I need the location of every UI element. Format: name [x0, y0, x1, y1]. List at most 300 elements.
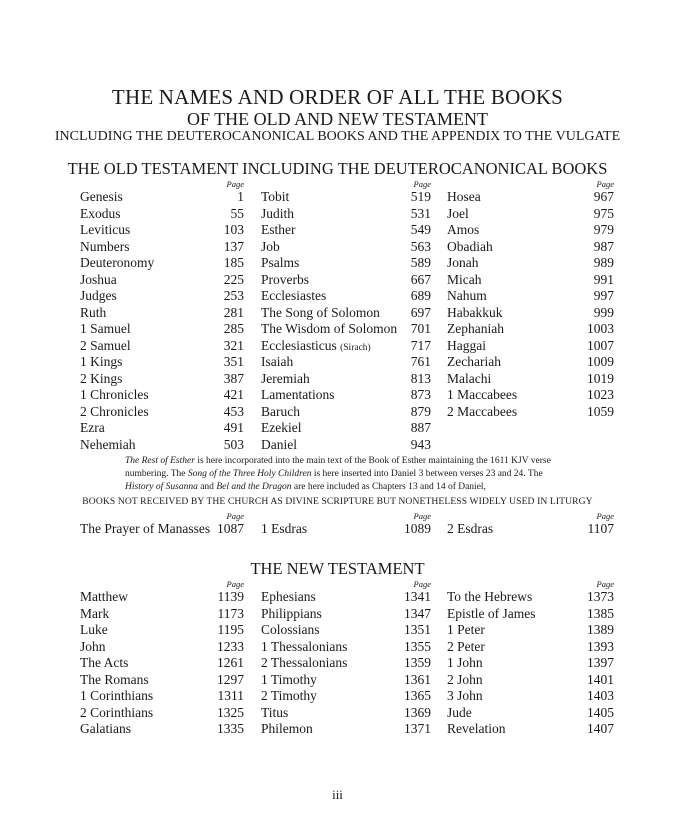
- book-entry: [261, 338, 431, 355]
- book-page-number: 285: [223, 321, 244, 336]
- book-title: 3 John: [447, 688, 483, 703]
- book-title: Revelation: [447, 721, 506, 736]
- book-entry: [447, 705, 614, 722]
- book-title: 1 Timothy: [261, 671, 317, 687]
- new-testament-column-1: [80, 579, 244, 738]
- book-title: Colossians: [261, 622, 320, 637]
- book-title: Leviticus: [80, 222, 131, 237]
- book-page-number: 1059: [587, 403, 614, 419]
- book-title: Judith: [261, 205, 295, 221]
- book-title: 2 Maccabees: [447, 403, 518, 419]
- book-name: [80, 338, 131, 355]
- book-title: 1 John: [447, 655, 483, 670]
- book-name: [261, 639, 347, 656]
- book-entry: [261, 255, 431, 272]
- book-title: Nahum: [447, 288, 487, 303]
- book-name: [447, 239, 493, 256]
- book-entry: [447, 255, 614, 272]
- book-title: Nehemiah: [80, 436, 136, 452]
- book-entry: [261, 688, 431, 705]
- book-page-number: 1139: [217, 589, 244, 604]
- book-name: [447, 688, 483, 705]
- book-title: The Song of Solomon: [261, 304, 380, 320]
- book-name: [261, 222, 296, 239]
- book-title: Philemon: [261, 721, 313, 736]
- book-entry: [80, 222, 244, 239]
- book-entry: [261, 721, 431, 738]
- book-entry: [447, 721, 614, 738]
- note-italic-4: Bel and the Dragon: [216, 482, 292, 492]
- book-page-number: 491: [223, 420, 244, 435]
- book-entry: [447, 206, 614, 223]
- book-title: Micah: [447, 271, 482, 287]
- page-column-label: Page: [413, 179, 431, 189]
- book-title: Luke: [80, 622, 108, 637]
- book-name: [80, 321, 131, 338]
- book-page-number: 1405: [587, 704, 614, 720]
- book-title: 2 Samuel: [80, 337, 131, 353]
- book-name: [447, 255, 479, 272]
- book-page-number: 589: [410, 255, 431, 270]
- book-title: Philippians: [261, 605, 322, 621]
- page-subtitle: OF THE OLD AND NEW TESTAMENT: [186, 109, 489, 129]
- book-title: Ezekiel: [261, 420, 302, 435]
- book-name: [80, 404, 149, 421]
- book-name: [261, 521, 307, 538]
- book-name: [261, 606, 322, 623]
- book-name: [447, 606, 535, 623]
- book-name: [80, 239, 130, 256]
- book-name: [80, 437, 135, 454]
- book-entry: [80, 688, 244, 705]
- book-title: 2 Peter: [447, 638, 485, 654]
- book-page-number: 987: [593, 238, 614, 254]
- book-name: [447, 387, 517, 404]
- book-entry: [80, 272, 244, 289]
- book-page-number: 1373: [587, 589, 614, 604]
- book-name: [261, 371, 310, 388]
- book-page-number: 519: [410, 189, 431, 204]
- book-entry: [80, 354, 244, 371]
- book-page-number: 697: [410, 304, 431, 320]
- book-entry: [261, 672, 431, 689]
- book-title: 1 Samuel: [80, 321, 131, 336]
- book-entry: [447, 688, 614, 705]
- book-page-number: 1371: [404, 721, 431, 736]
- note-text-4: are here included as Chapters 13 and 14 of Daniel,: [291, 482, 486, 492]
- book-name: [261, 288, 326, 305]
- book-page-number: 103: [223, 222, 244, 237]
- book-name: [447, 705, 472, 722]
- book-title: Ecclesiastes: [261, 288, 327, 303]
- book-name: [447, 288, 487, 305]
- book-title: Zephaniah: [447, 321, 504, 336]
- book-page-number: 761: [410, 354, 431, 369]
- book-title: To the Hebrews: [447, 589, 533, 604]
- book-name: [261, 321, 397, 338]
- book-page-number: 387: [223, 370, 244, 386]
- book-entry: [447, 521, 614, 538]
- book-page-number: 1019: [587, 370, 614, 386]
- book-name: [447, 338, 486, 355]
- book-title: 1 Corinthians: [80, 688, 154, 703]
- book-name: [447, 521, 493, 538]
- book-title: Titus: [261, 704, 289, 720]
- old-testament-column-2: [261, 179, 431, 453]
- book-page-number: 1325: [217, 704, 244, 720]
- book-entry: [80, 655, 244, 672]
- book-title: Ecclesiasticus: [261, 337, 337, 353]
- book-name: [80, 639, 106, 656]
- book-page-number: 1009: [587, 354, 614, 369]
- book-name: [261, 239, 280, 256]
- book-title: The Romans: [80, 671, 149, 687]
- book-entry: [261, 655, 431, 672]
- page-column-label: Page: [596, 179, 614, 189]
- book-title: Jeremiah: [261, 370, 310, 386]
- book-title: Numbers: [80, 238, 130, 254]
- book-name: [80, 655, 128, 672]
- book-name: [261, 404, 300, 421]
- book-entry: [80, 239, 244, 256]
- page-title: THE NAMES AND ORDER OF ALL THE BOOKS: [111, 85, 564, 109]
- book-name: [447, 404, 517, 421]
- book-title: 1 Chronicles: [80, 387, 149, 402]
- book-entry: [261, 404, 431, 421]
- book-name: [447, 321, 504, 338]
- book-entry: [80, 338, 244, 355]
- book-entry: [80, 321, 244, 338]
- book-name: [261, 305, 380, 322]
- book-title: Hosea: [447, 189, 481, 204]
- book-entry: [261, 521, 431, 538]
- book-name: [261, 705, 288, 722]
- book-page-number: 1361: [404, 671, 431, 687]
- page-column-label: Page: [596, 579, 614, 589]
- book-page-number: 351: [223, 354, 244, 369]
- book-name: [447, 721, 505, 738]
- book-page-number: 879: [410, 403, 431, 419]
- book-entry: [80, 639, 244, 656]
- old-testament-note: [125, 455, 555, 494]
- book-entry: [261, 321, 431, 338]
- book-title: Haggai: [447, 337, 486, 353]
- book-title: Zechariah: [447, 354, 501, 369]
- book-page-number: 1347: [404, 605, 431, 621]
- book-title: Job: [261, 238, 280, 254]
- book-title: The Wisdom of Solomon: [261, 321, 398, 336]
- book-name: [80, 521, 210, 538]
- book-title: Judges: [80, 288, 117, 303]
- book-page-number: 667: [410, 271, 431, 287]
- book-name: [261, 655, 347, 672]
- book-name: [261, 255, 299, 272]
- book-title: Habakkuk: [447, 304, 503, 320]
- book-title: 1 Peter: [447, 622, 485, 637]
- book-page-number: 453: [223, 403, 244, 419]
- book-entry: [447, 354, 614, 371]
- book-name: [447, 672, 483, 689]
- book-name: [261, 387, 334, 404]
- book-title: Psalms: [261, 255, 300, 270]
- book-name: [261, 688, 317, 705]
- book-title: 2 John: [447, 671, 483, 687]
- book-page-number: 991: [593, 271, 614, 287]
- book-page-number: 873: [410, 387, 431, 402]
- book-title: Jonah: [447, 255, 479, 270]
- book-page-number: 1369: [404, 704, 431, 720]
- book-page-number: 281: [223, 304, 244, 320]
- page-column-label: Page: [413, 579, 431, 589]
- book-name: [261, 189, 289, 206]
- book-name: [261, 672, 317, 689]
- page-column-label: Page: [226, 579, 244, 589]
- book-page-number: 185: [223, 255, 244, 270]
- book-page-number: 999: [593, 304, 614, 320]
- book-title: Deuteronomy: [80, 255, 155, 270]
- book-name: [80, 371, 122, 388]
- book-page-number: 1335: [217, 721, 244, 736]
- book-name: [261, 437, 297, 454]
- book-name: [261, 589, 316, 606]
- book-page-number: 1351: [404, 622, 431, 637]
- book-name: [80, 721, 131, 738]
- book-entry: [261, 606, 431, 623]
- book-entry: [261, 705, 431, 722]
- book-title: Joshua: [80, 271, 117, 287]
- book-entry: [80, 705, 244, 722]
- book-name: [447, 305, 502, 322]
- book-entry: [261, 288, 431, 305]
- note-italic-2: Song of the Three Holy Children: [187, 469, 312, 479]
- page-column-label: Page: [226, 511, 244, 521]
- book-name: [80, 622, 108, 639]
- book-title: Matthew: [80, 589, 128, 604]
- book-entry: [447, 222, 614, 239]
- book-page-number: 1233: [217, 638, 244, 654]
- book-page-number: 137: [223, 238, 244, 254]
- book-name: [447, 272, 482, 289]
- book-entry: [447, 288, 614, 305]
- book-page-number: 503: [223, 436, 244, 452]
- book-page-number: 943: [410, 436, 431, 452]
- book-name: [447, 622, 485, 639]
- book-entry: [261, 387, 431, 404]
- book-page-number: 1403: [587, 688, 614, 703]
- book-entry: [80, 305, 244, 322]
- note-italic-3: History of Susanna: [125, 482, 198, 492]
- book-entry: [80, 371, 244, 388]
- apocrypha-column-1: [80, 511, 244, 538]
- book-entry: [261, 189, 431, 206]
- book-entry: [80, 589, 244, 606]
- book-entry: [447, 305, 614, 322]
- book-entry: [80, 521, 244, 538]
- apocrypha-column-3: [447, 511, 614, 538]
- book-name: [261, 721, 313, 738]
- note-text-3: and: [197, 482, 217, 492]
- new-testament-heading: THE NEW TESTAMENT: [250, 559, 425, 578]
- book-entry: [261, 206, 431, 223]
- note-text-1: is here incorporated into the main text of the Book of Esther maintaining the 1611 KJV verse numbering. The: [125, 456, 551, 479]
- book-entry: [261, 420, 431, 437]
- book-page-number: 1393: [587, 638, 614, 654]
- book-name: [447, 639, 485, 656]
- book-name: [447, 589, 532, 606]
- book-page-number: 1355: [404, 638, 431, 654]
- book-page-number: 549: [410, 222, 431, 237]
- book-name: [80, 606, 109, 623]
- book-page-number: 989: [593, 255, 614, 270]
- book-name: [80, 589, 128, 606]
- book-page-number: 967: [593, 189, 614, 204]
- book-name: [80, 354, 122, 371]
- book-entry: [80, 672, 244, 689]
- book-entry: [80, 189, 244, 206]
- book-title: 2 Kings: [80, 370, 123, 386]
- book-page-number: 55: [230, 205, 244, 221]
- book-name: [261, 622, 320, 639]
- book-entry: [261, 639, 431, 656]
- page-column-label: Page: [226, 179, 244, 189]
- book-title: Genesis: [80, 189, 123, 204]
- note-italic-1: The Rest of Esther: [125, 456, 195, 466]
- book-page-number: 1089: [404, 521, 431, 536]
- book-page-number: 531: [410, 205, 431, 221]
- book-name: [261, 354, 293, 371]
- book-name: [261, 206, 294, 223]
- book-page-number: 1007: [587, 337, 614, 353]
- book-entry: [447, 589, 614, 606]
- book-page-number: 1359: [404, 655, 431, 670]
- book-page-number: 1003: [587, 321, 614, 336]
- book-title: Daniel: [261, 436, 297, 452]
- book-entry: [80, 206, 244, 223]
- book-title: Joel: [447, 205, 469, 221]
- book-name: [80, 222, 130, 239]
- old-testament-heading: THE OLD TESTAMENT INCLUDING THE DEUTEROCANONICAL BOOKS: [67, 159, 608, 178]
- book-entry: [447, 272, 614, 289]
- book-name: [80, 189, 123, 206]
- book-title: 1 Kings: [80, 354, 123, 369]
- book-page-number: 253: [223, 288, 244, 303]
- book-page-number: 321: [223, 337, 244, 353]
- book-title: Galatians: [80, 721, 131, 736]
- book-page-number: 225: [223, 271, 244, 287]
- book-title: 1 Maccabees: [447, 387, 518, 402]
- book-entry: [261, 622, 431, 639]
- book-name: [80, 206, 121, 223]
- book-title: Amos: [447, 222, 480, 237]
- book-entry: [261, 222, 431, 239]
- book-title: Lamentations: [261, 387, 335, 402]
- book-entry: [80, 387, 244, 404]
- book-title: The Acts: [80, 655, 129, 670]
- book-page-number: 1341: [404, 589, 431, 604]
- book-name: [80, 688, 153, 705]
- book-title: The Prayer of Manasses: [80, 521, 211, 536]
- book-name: [80, 705, 153, 722]
- book-title: Jude: [447, 704, 472, 720]
- book-entry: [447, 404, 614, 421]
- book-page-number: 1401: [587, 671, 614, 687]
- book-entry: [447, 655, 614, 672]
- book-entry: [447, 189, 614, 206]
- book-entry: [261, 239, 431, 256]
- book-title: Epistle of James: [447, 605, 536, 621]
- book-page-number: 1397: [587, 655, 614, 670]
- book-page-number: 979: [593, 222, 614, 237]
- book-name: [261, 420, 301, 437]
- book-page-number: 1173: [217, 605, 244, 621]
- book-page-number: 1195: [217, 622, 244, 637]
- book-name: [80, 272, 117, 289]
- book-entry: [80, 437, 244, 454]
- book-page-number: 701: [410, 321, 431, 336]
- book-entry: [447, 606, 614, 623]
- book-entry: [447, 321, 614, 338]
- apocrypha-heading: BOOKS NOT RECEIVED BY THE CHURCH AS DIVINE SCRIPTURE BUT NONETHELESS WIDELY USED IN LITURGY: [82, 496, 593, 507]
- book-title: Tobit: [261, 189, 290, 204]
- book-entry: [447, 639, 614, 656]
- book-title: Malachi: [447, 370, 492, 386]
- book-page-number: 717: [410, 337, 431, 353]
- book-page-number: 1261: [217, 655, 244, 670]
- apocrypha-column-2: [261, 511, 431, 538]
- book-title: 2 Timothy: [261, 688, 317, 703]
- book-title: Proverbs: [261, 271, 309, 287]
- book-entry: [261, 437, 431, 454]
- book-page-number: 1087: [217, 521, 244, 536]
- page-column-label: Page: [596, 511, 614, 521]
- book-title: Ephesians: [261, 589, 316, 604]
- book-title: 2 Esdras: [447, 521, 494, 536]
- old-testament-column-1: [80, 179, 244, 453]
- book-entry: [261, 305, 431, 322]
- book-entry: [447, 622, 614, 639]
- book-title: Isaiah: [261, 354, 294, 369]
- note-text-2: is here inserted into Daniel 3 between verses 23 and 24. The: [311, 469, 543, 479]
- book-page-number: 563: [410, 238, 431, 254]
- book-title: Esther: [261, 222, 296, 237]
- book-name-note: (Sirach): [340, 342, 371, 353]
- old-testament-column-3: [447, 179, 614, 420]
- book-page-number: 813: [410, 370, 431, 386]
- book-page-number: 421: [223, 387, 244, 402]
- book-entry: [261, 354, 431, 371]
- book-title: Baruch: [261, 403, 300, 419]
- book-entry: [80, 622, 244, 639]
- book-name: [80, 420, 105, 437]
- page-number: iii: [332, 787, 343, 802]
- new-testament-column-3: [447, 579, 614, 738]
- book-title: John: [80, 638, 106, 654]
- book-entry: [447, 239, 614, 256]
- book-page-number: 1107: [587, 521, 614, 536]
- book-entry: [447, 371, 614, 388]
- book-entry: [447, 387, 614, 404]
- book-title: 1 Esdras: [261, 521, 308, 536]
- book-page-number: 975: [593, 205, 614, 221]
- book-name: [447, 206, 469, 223]
- book-name: [80, 255, 154, 272]
- book-page-number: 689: [410, 288, 431, 303]
- book-name: [447, 655, 483, 672]
- book-name: [80, 672, 149, 689]
- book-page-number: 1365: [404, 688, 431, 703]
- page-column-label: Page: [413, 511, 431, 521]
- book-title: 2 Chronicles: [80, 403, 149, 419]
